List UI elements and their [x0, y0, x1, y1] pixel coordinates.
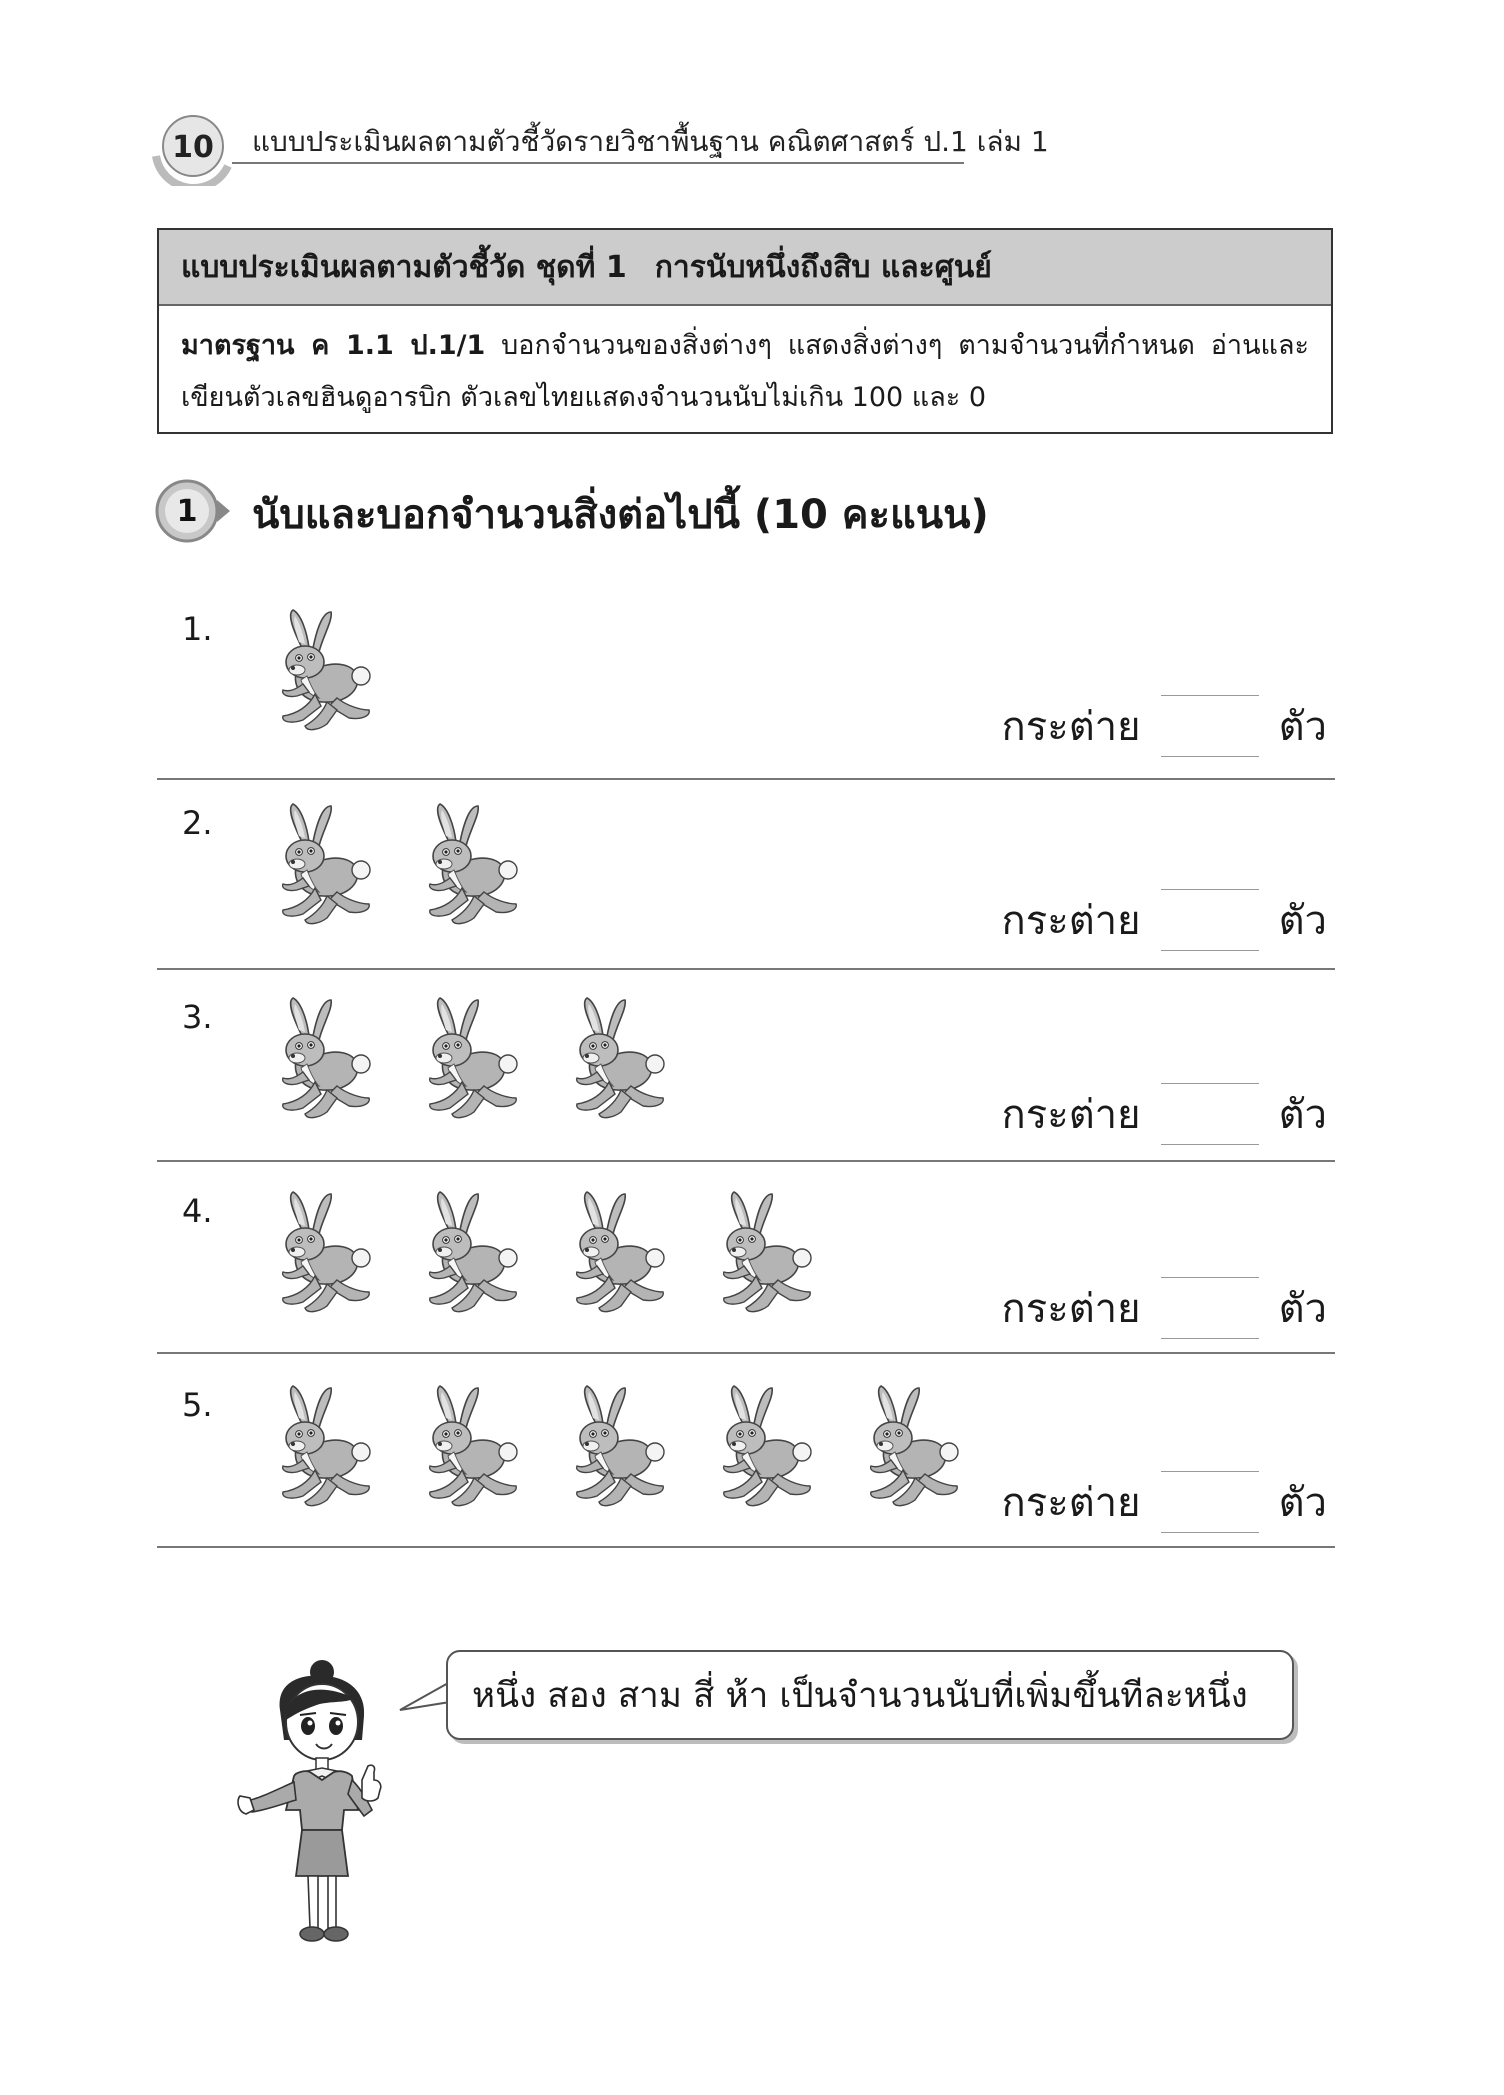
answer-blank[interactable]	[1161, 695, 1259, 757]
answer-line	[1002, 694, 1328, 758]
standard-label: มาตรฐาน ค 1.1 ป.1/1	[181, 330, 486, 361]
section-title: นับและบอกจำนวนสิ่งต่อไปนี้ (10 คะแนน)	[252, 492, 989, 538]
rabbit-icon	[698, 1188, 820, 1318]
answer-prefix: กระต่าย	[1001, 1286, 1141, 1332]
rabbit-icon	[404, 994, 526, 1124]
exercise-number: 4.	[182, 1192, 213, 1230]
answer-suffix: ตัว	[1278, 1286, 1327, 1332]
exercise-number: 3.	[182, 998, 213, 1036]
exercise-number: 1.	[182, 610, 213, 648]
header-title: แบบประเมินผลตามตัวชี้วัดรายวิชาพื้นฐาน คณิตศาสตร์ ป.1 เล่ม 1	[252, 125, 1049, 158]
indicator-box	[157, 228, 1333, 434]
rabbit-icon	[257, 606, 379, 736]
answer-line	[1002, 1082, 1328, 1146]
answer-blank[interactable]	[1161, 1083, 1259, 1145]
rabbit-icon	[257, 800, 379, 930]
answer-prefix: กระต่าย	[1001, 1092, 1141, 1138]
row-divider	[157, 778, 1335, 780]
indicator-standard	[159, 306, 1331, 424]
section-number: 1	[176, 493, 198, 529]
header-divider	[232, 162, 964, 164]
answer-suffix: ตัว	[1278, 1092, 1327, 1138]
answer-suffix: ตัว	[1278, 1480, 1327, 1526]
indicator-set-title: แบบประเมินผลตามตัวชี้วัด ชุดที่ 1	[181, 249, 627, 285]
exercise-row-4	[157, 1188, 1335, 1352]
rabbit-icon	[698, 1382, 820, 1512]
speech-bubble	[446, 1650, 1294, 1740]
row-divider	[157, 1352, 1335, 1354]
answer-blank[interactable]	[1161, 1277, 1259, 1339]
answer-line	[1002, 888, 1328, 952]
answer-prefix: กระต่าย	[1001, 898, 1141, 944]
answer-suffix: ตัว	[1278, 704, 1327, 750]
rabbit-icon	[257, 994, 379, 1124]
answer-line	[1002, 1470, 1328, 1534]
exercise-row-5	[157, 1382, 1335, 1546]
rabbit-icon	[551, 994, 673, 1124]
indicator-heading	[159, 230, 1331, 306]
row-divider	[157, 1160, 1335, 1162]
standard-text: บอกจำนวนของสิ่งต่างๆ แสดงสิ่งต่างๆ ตามจำนวนที่กำหนด อ่านและเขียนตัวเลขฮินดูอารบิก ตัวเลขไทยแสดงจำนวนนับไม่เกิน 100 และ 0	[181, 330, 1310, 413]
answer-blank[interactable]	[1161, 889, 1259, 951]
exercise-row-3	[157, 994, 1335, 1160]
answer-prefix: กระต่าย	[1001, 1480, 1141, 1526]
indicator-topic: การนับหนึ่งถึงสิบ และศูนย์	[654, 249, 992, 285]
page-badge	[148, 108, 238, 186]
rabbit-icon	[404, 800, 526, 930]
row-divider	[157, 968, 1335, 970]
row-divider	[157, 1546, 1335, 1548]
speech-bubble-tail	[396, 1676, 452, 1722]
exercise-row-1	[157, 606, 1335, 778]
rabbit-icon	[404, 1382, 526, 1512]
rabbit-icon	[551, 1382, 673, 1512]
exercise-row-2	[157, 800, 1335, 968]
rabbit-icon	[257, 1188, 379, 1318]
answer-blank[interactable]	[1161, 1471, 1259, 1533]
answer-prefix: กระต่าย	[1001, 704, 1141, 750]
rabbit-icon	[404, 1188, 526, 1318]
speech-bubble-text: หนึ่ง สอง สาม สี่ ห้า เป็นจำนวนนับที่เพิ่มขึ้นทีละหนึ่ง	[472, 1675, 1248, 1716]
rabbit-icon	[551, 1188, 673, 1318]
rabbit-icon	[845, 1382, 967, 1512]
answer-suffix: ตัว	[1278, 898, 1327, 944]
page-number: 10	[172, 129, 214, 165]
answer-line	[1002, 1276, 1328, 1340]
exercise-number: 5.	[182, 1386, 213, 1424]
exercise-number: 2.	[182, 804, 213, 842]
teacher-girl-illustration	[236, 1660, 416, 1950]
rabbit-icon	[257, 1382, 379, 1512]
